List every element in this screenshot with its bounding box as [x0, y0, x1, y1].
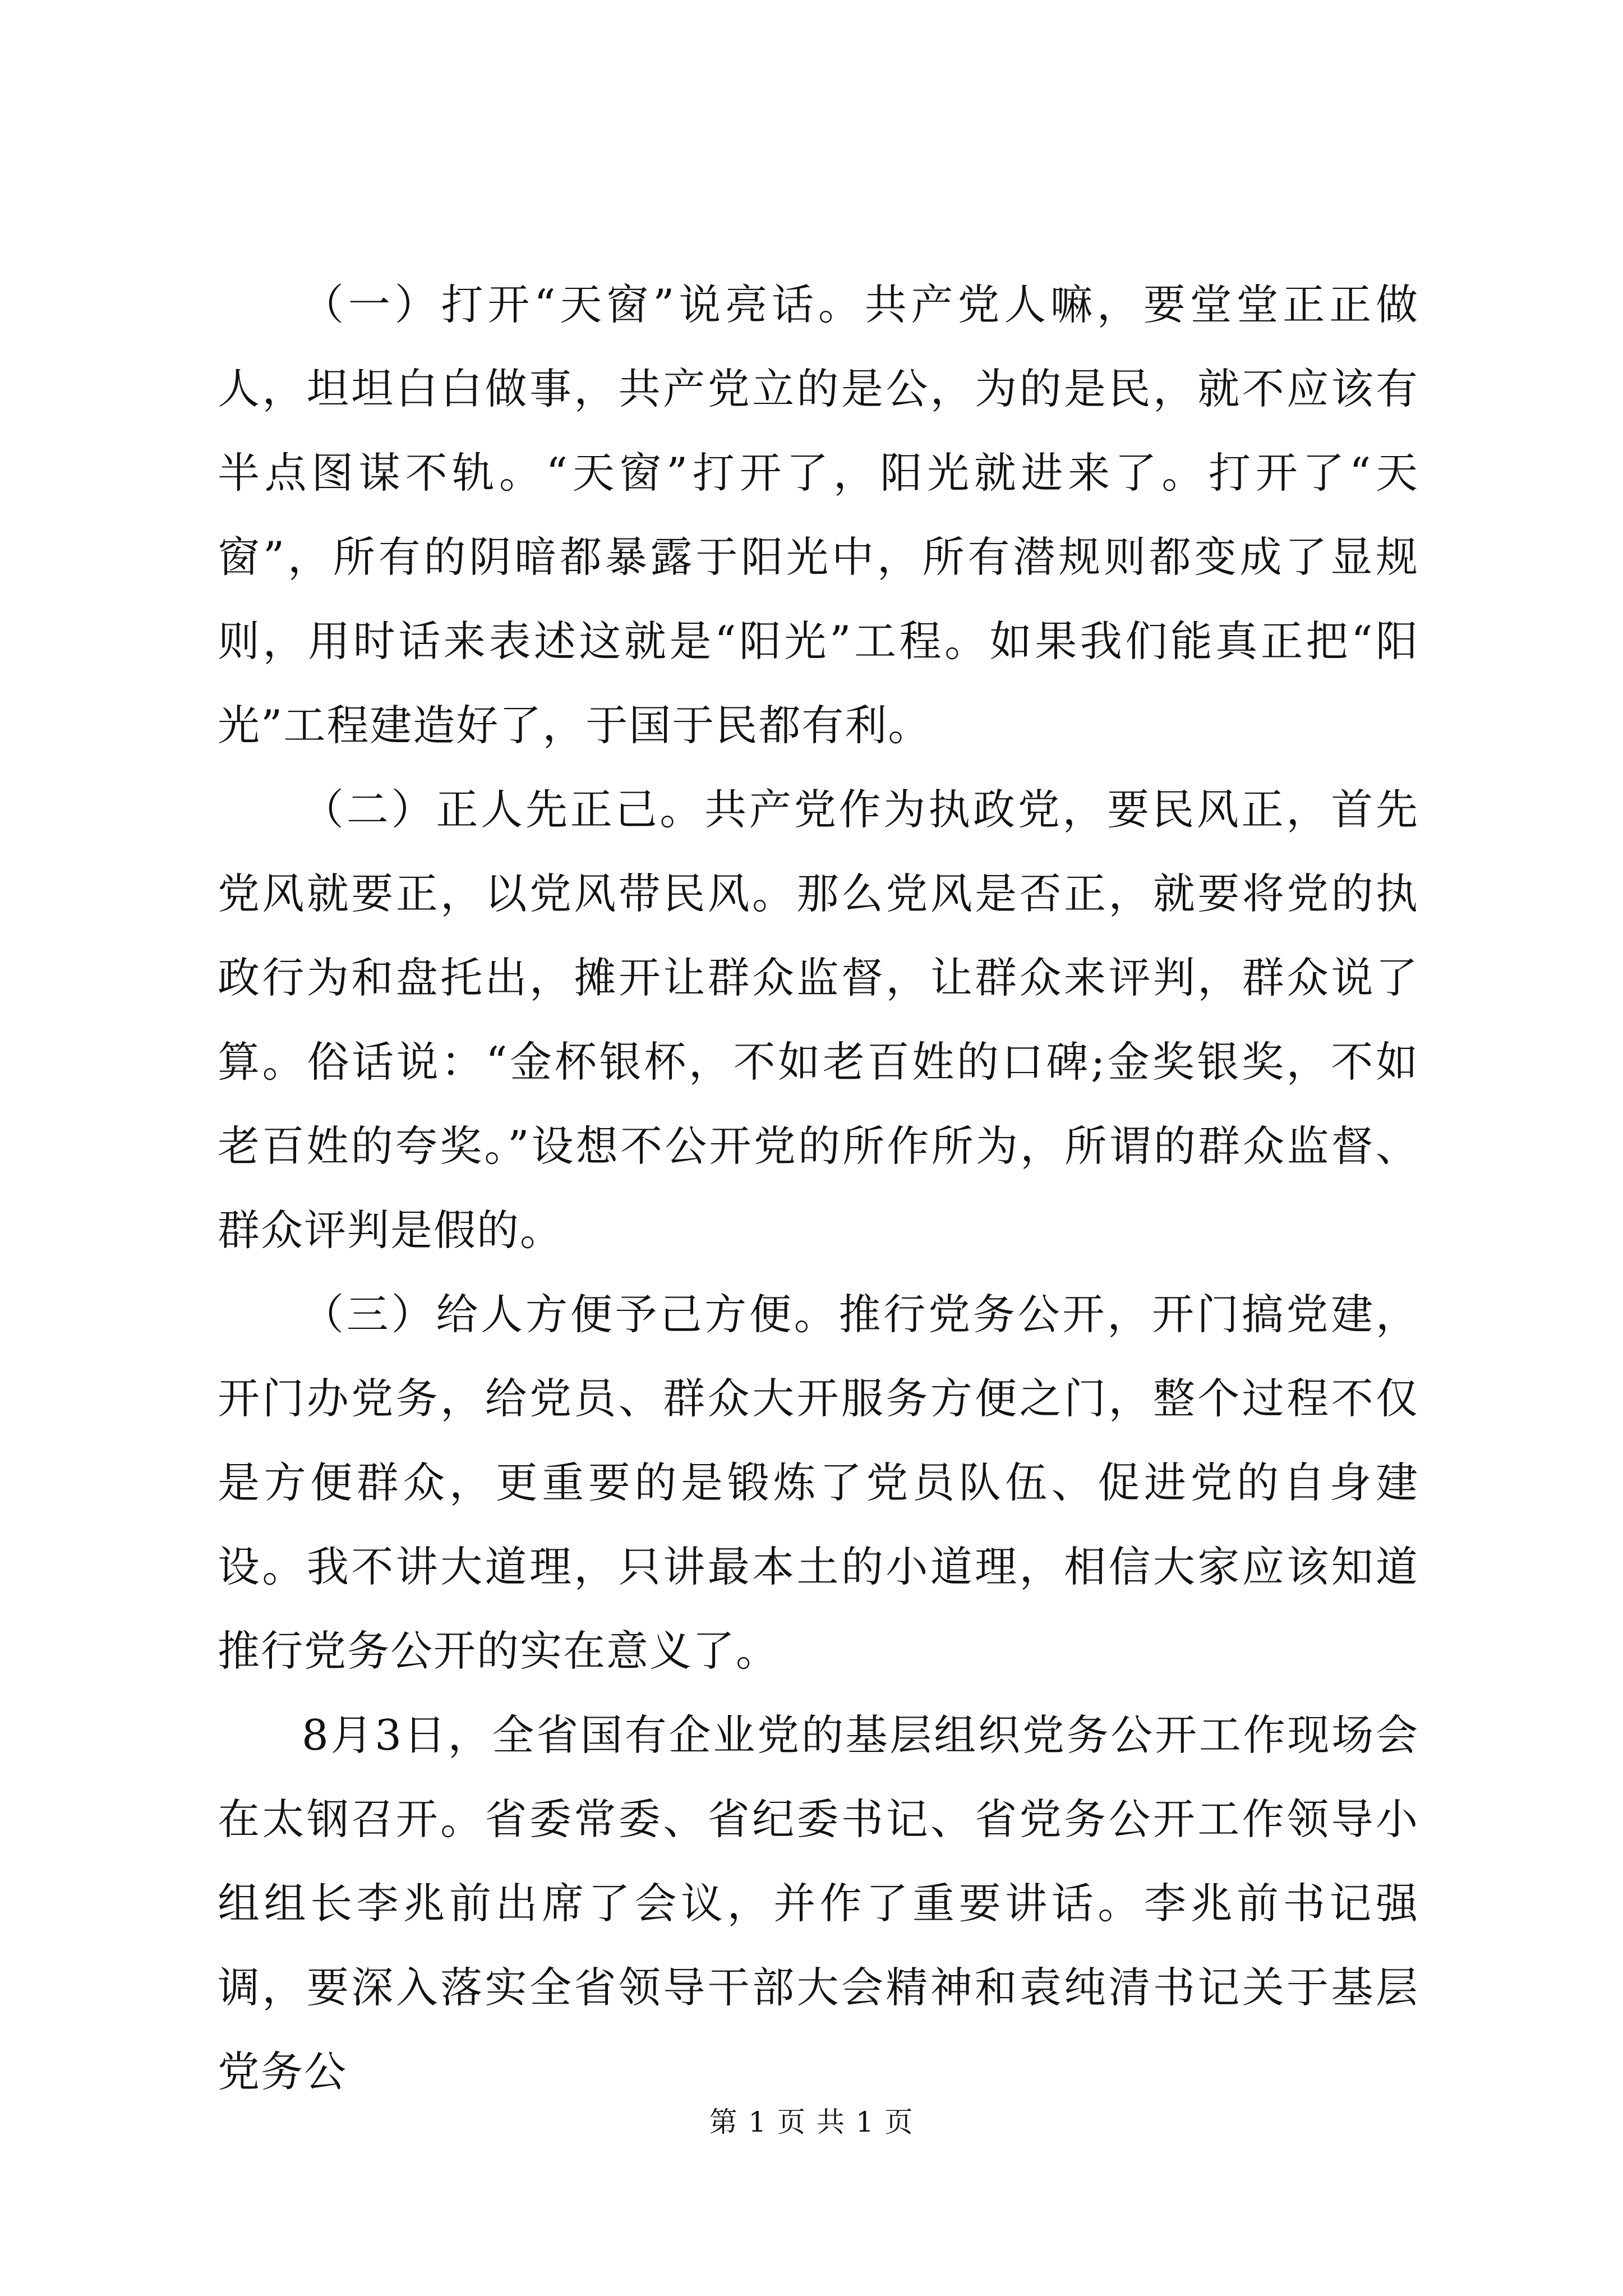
document-body — [218, 263, 1419, 2114]
paragraph-one: （一）打开“天窗”说亮话。共产党人嘛，要堂堂正正做人，坦坦白白做事，共产党立的是公，为的是民，就不应该有半点图谋不轨。“天窗”打开了，阳光就进来了。打开了“天窗”，所有的阴暗都暴露于阳光中，所有潜规则都变成了显规则，用时话来表述这就是“阳光”工程。如果我们能真正把“阳光”工程建造好了，于国于民都有利。 — [218, 280, 1419, 750]
paragraph-two: （二）正人先正己。共产党作为执政党，要民风正，首先党风就要正，以党风带民风。那么党风是否正，就要将党的执政行为和盘托出，摊开让群众监督，让群众来评判，群众说了算。俗话说：“金杯银杯，不如老百姓的口碑;金奖银奖，不如老百姓的夸奖。”设想不公开党的所作所为，所谓的群众监督、群众评判是假的。 — [218, 785, 1419, 1255]
paragraph-three: （三）给人方便予己方便。推行党务公开，开门搞党建，开门办党务，给党员、群众大开服务方便之门，整个过程不仅是方便群众，更重要的是锻炼了党员队伍、促进党的自身建设。我不讲大道理，只讲最本土的小道理，相信大家应该知道推行党务公开的实在意义了。 — [218, 1290, 1419, 1676]
paragraph-four: 8月3日，全省国有企业党的基层组织党务公开工作现场会在太钢召开。省委常委、省纪委书记、省党务公开工作领导小组组长李兆前出席了会议，并作了重要讲话。李兆前书记强调，要深入落实全省领导干部大会精神和袁纯清书记关于基层党务公 — [218, 1710, 1419, 2096]
page-footer: 第 1 页 共 1 页 — [709, 2106, 914, 2138]
